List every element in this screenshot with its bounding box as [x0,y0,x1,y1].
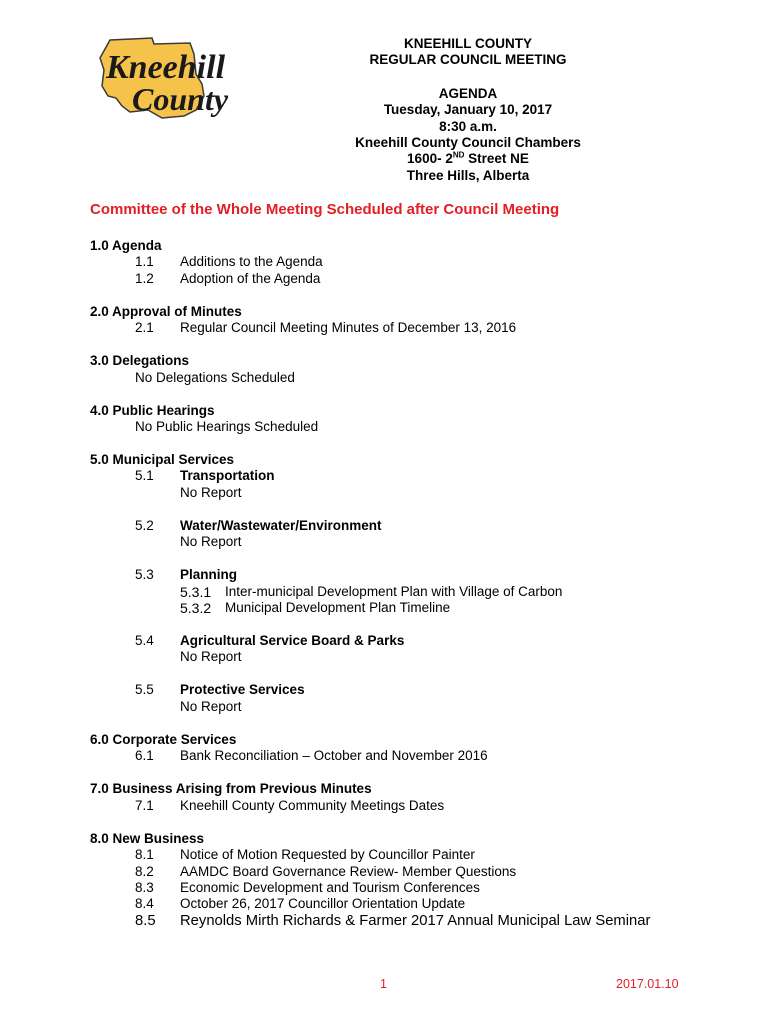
page-number: 1 [380,977,387,991]
list-item: 6.1 Bank Reconciliation – October and November 2016 [135,748,488,764]
list-item: 8.5 Reynolds Mirth Richards & Farmer 2017 Annual Municipal Law Seminar [135,912,651,929]
list-item: 8.2 AAMDC Board Governance Review- Member Questions [135,863,517,879]
section-municipal-services [90,452,730,715]
footer-date: 2017.01.10 [616,977,679,991]
list-item: 8.3 Economic Development and Tourism Conferences [135,879,480,895]
meeting-venue: Kneehill County Council Chambers [355,135,581,151]
meeting-name: REGULAR COUNCIL MEETING [369,52,567,68]
svg-text:Kneehill: Kneehill [106,49,226,86]
item-note: No Report [180,649,242,665]
section-title: 5.0 Municipal Services [90,452,235,468]
svg-text:County: County [132,81,229,117]
list-item: 5.3 Planning [135,567,237,583]
kneehill-county-logo [92,26,257,126]
list-item: 2.1 Regular Council Meeting Minutes of December 13, 2016 [135,320,517,336]
list-item: 1.2 Adoption of the Agenda [135,270,321,286]
list-item: 5.4 Agricultural Service Board & Parks [135,633,405,649]
section-note: No Delegations Scheduled [135,369,295,385]
section-title: 4.0 Public Hearings [90,402,215,418]
sub-item: 5.3.1 Inter-municipal Development Plan with Village of Carbon [180,583,563,600]
list-item: 5.2 Water/Wastewater/Environment [135,517,382,533]
section-delegations [90,353,730,386]
item-note: No Report [180,698,242,714]
section-minutes [90,304,730,337]
section-corporate-services [90,732,730,765]
list-item: 5.1 Transportation [135,468,275,484]
list-item: 1.1 Additions to the Agenda [135,254,323,270]
county-map-icon [92,26,257,126]
item-note: No Report [180,534,242,550]
section-note: No Public Hearings Scheduled [135,419,319,435]
section-public-hearings [90,403,730,436]
meeting-city: Three Hills, Alberta [406,167,530,183]
sub-item: 5.3.2 Municipal Development Plan Timeline [180,600,451,617]
meeting-date: Tuesday, January 10, 2017 [383,102,553,118]
section-title: 3.0 Delegations [90,353,190,369]
meeting-address: 1600- 2ND Street NE [407,150,529,167]
item-note: No Report [180,484,242,500]
list-item: 8.1 Notice of Motion Requested by Councillor Painter [135,847,475,863]
section-new-business [90,831,730,929]
meeting-time: 8:30 a.m. [439,118,497,134]
list-item: 5.5 Protective Services [135,682,305,698]
section-business-arising [90,781,730,814]
agenda-header [298,36,638,184]
committee-notice: Committee of the Whole Meeting Scheduled after Council Meeting [90,201,560,218]
section-agenda [90,238,730,287]
list-item: 8.4 October 26, 2017 Councillor Orientation Update [135,896,466,912]
list-item: 7.1 Kneehill County Community Meetings Dates [135,797,445,813]
section-title: 7.0 Business Arising from Previous Minutes [90,781,372,797]
doc-type: AGENDA [438,85,498,101]
agenda-body [90,238,730,946]
section-title: 1.0 Agenda [90,238,162,253]
org-name: KNEEHILL COUNTY [403,36,532,51]
section-title: 2.0 Approval of Minutes [90,303,242,319]
section-title: 6.0 Corporate Services [90,731,237,747]
section-title: 8.0 New Business [90,830,205,846]
